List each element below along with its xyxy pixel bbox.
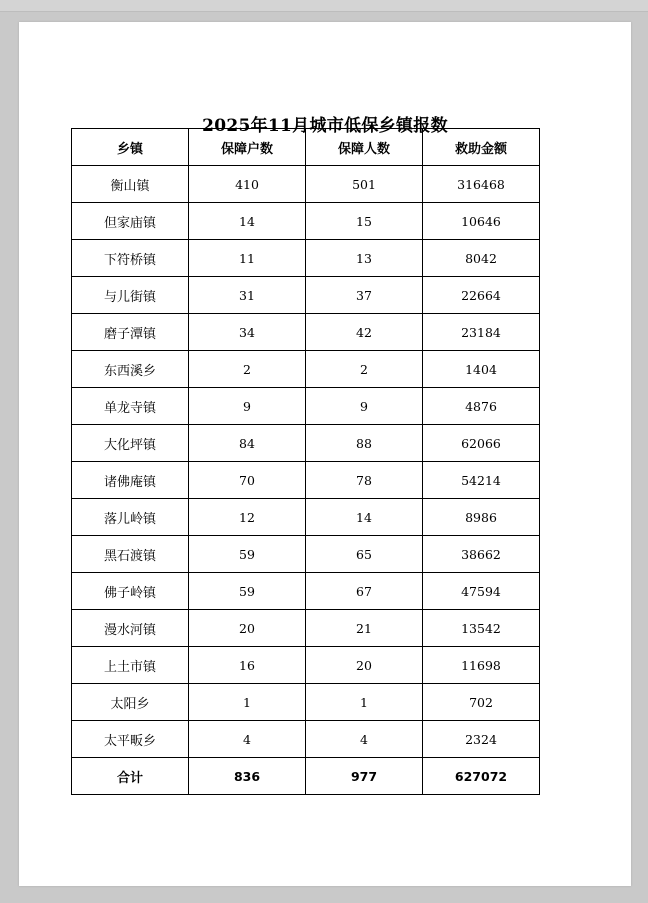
table-row bbox=[72, 721, 540, 758]
cell-people: 78 bbox=[306, 462, 423, 499]
table-row bbox=[72, 351, 540, 388]
table-header-row bbox=[72, 129, 540, 166]
cell-households: 70 bbox=[189, 462, 306, 499]
table-row bbox=[72, 166, 540, 203]
table-row bbox=[72, 277, 540, 314]
cell-households: 84 bbox=[189, 425, 306, 462]
cell-amount: 8042 bbox=[423, 240, 540, 277]
table-row bbox=[72, 573, 540, 610]
header-households: 保障户数 bbox=[189, 129, 306, 166]
document-page bbox=[19, 22, 631, 886]
cell-amount: 23184 bbox=[423, 314, 540, 351]
cell-people: 2 bbox=[306, 351, 423, 388]
header-town: 乡镇 bbox=[72, 129, 189, 166]
table-row bbox=[72, 647, 540, 684]
cell-town: 但家庙镇 bbox=[72, 203, 189, 240]
cell-people: 9 bbox=[306, 388, 423, 425]
table-row bbox=[72, 203, 540, 240]
cell-town: 诸佛庵镇 bbox=[72, 462, 189, 499]
cell-town: 落儿岭镇 bbox=[72, 499, 189, 536]
table-row bbox=[72, 536, 540, 573]
cell-town: 衡山镇 bbox=[72, 166, 189, 203]
cell-amount: 11698 bbox=[423, 647, 540, 684]
cell-town: 黑石渡镇 bbox=[72, 536, 189, 573]
cell-households: 31 bbox=[189, 277, 306, 314]
cell-households: 410 bbox=[189, 166, 306, 203]
cell-town: 下符桥镇 bbox=[72, 240, 189, 277]
cell-town: 太平畈乡 bbox=[72, 721, 189, 758]
cell-amount: 10646 bbox=[423, 203, 540, 240]
total-amount: 627072 bbox=[423, 758, 540, 795]
cell-households: 20 bbox=[189, 610, 306, 647]
cell-amount: 62066 bbox=[423, 425, 540, 462]
total-households: 836 bbox=[189, 758, 306, 795]
total-people: 977 bbox=[306, 758, 423, 795]
cell-town: 与儿街镇 bbox=[72, 277, 189, 314]
cell-households: 1 bbox=[189, 684, 306, 721]
cell-amount: 13542 bbox=[423, 610, 540, 647]
cell-amount: 1404 bbox=[423, 351, 540, 388]
cell-people: 65 bbox=[306, 536, 423, 573]
cell-town: 佛子岭镇 bbox=[72, 573, 189, 610]
cell-town: 漫水河镇 bbox=[72, 610, 189, 647]
header-amount: 救助金额 bbox=[423, 129, 540, 166]
table-row bbox=[72, 314, 540, 351]
cell-people: 20 bbox=[306, 647, 423, 684]
header-people: 保障人数 bbox=[306, 129, 423, 166]
cell-amount: 8986 bbox=[423, 499, 540, 536]
cell-people: 67 bbox=[306, 573, 423, 610]
cell-households: 2 bbox=[189, 351, 306, 388]
cell-town: 太阳乡 bbox=[72, 684, 189, 721]
table-row bbox=[72, 425, 540, 462]
viewer-top-bar bbox=[0, 0, 648, 12]
cell-people: 1 bbox=[306, 684, 423, 721]
cell-town: 大化坪镇 bbox=[72, 425, 189, 462]
cell-amount: 702 bbox=[423, 684, 540, 721]
cell-households: 16 bbox=[189, 647, 306, 684]
table-row bbox=[72, 462, 540, 499]
cell-people: 14 bbox=[306, 499, 423, 536]
cell-people: 15 bbox=[306, 203, 423, 240]
cell-amount: 22664 bbox=[423, 277, 540, 314]
cell-households: 11 bbox=[189, 240, 306, 277]
table-total-row bbox=[72, 758, 540, 795]
table-row bbox=[72, 499, 540, 536]
cell-amount: 316468 bbox=[423, 166, 540, 203]
cell-town: 上土市镇 bbox=[72, 647, 189, 684]
cell-people: 42 bbox=[306, 314, 423, 351]
cell-town: 单龙寺镇 bbox=[72, 388, 189, 425]
report-table bbox=[71, 128, 540, 795]
cell-people: 88 bbox=[306, 425, 423, 462]
cell-households: 9 bbox=[189, 388, 306, 425]
table-row bbox=[72, 240, 540, 277]
cell-households: 59 bbox=[189, 536, 306, 573]
cell-people: 21 bbox=[306, 610, 423, 647]
cell-people: 4 bbox=[306, 721, 423, 758]
cell-people: 13 bbox=[306, 240, 423, 277]
cell-town: 东西溪乡 bbox=[72, 351, 189, 388]
cell-households: 12 bbox=[189, 499, 306, 536]
cell-amount: 38662 bbox=[423, 536, 540, 573]
table-row bbox=[72, 388, 540, 425]
cell-amount: 47594 bbox=[423, 573, 540, 610]
cell-people: 501 bbox=[306, 166, 423, 203]
cell-town: 磨子潭镇 bbox=[72, 314, 189, 351]
cell-households: 59 bbox=[189, 573, 306, 610]
total-label: 合计 bbox=[72, 758, 189, 795]
cell-people: 37 bbox=[306, 277, 423, 314]
cell-households: 14 bbox=[189, 203, 306, 240]
document-title: 2025年11月城市低保乡镇报数 bbox=[202, 116, 448, 136]
cell-households: 34 bbox=[189, 314, 306, 351]
cell-amount: 2324 bbox=[423, 721, 540, 758]
cell-amount: 54214 bbox=[423, 462, 540, 499]
cell-households: 4 bbox=[189, 721, 306, 758]
table-row bbox=[72, 684, 540, 721]
table-row bbox=[72, 610, 540, 647]
cell-amount: 4876 bbox=[423, 388, 540, 425]
